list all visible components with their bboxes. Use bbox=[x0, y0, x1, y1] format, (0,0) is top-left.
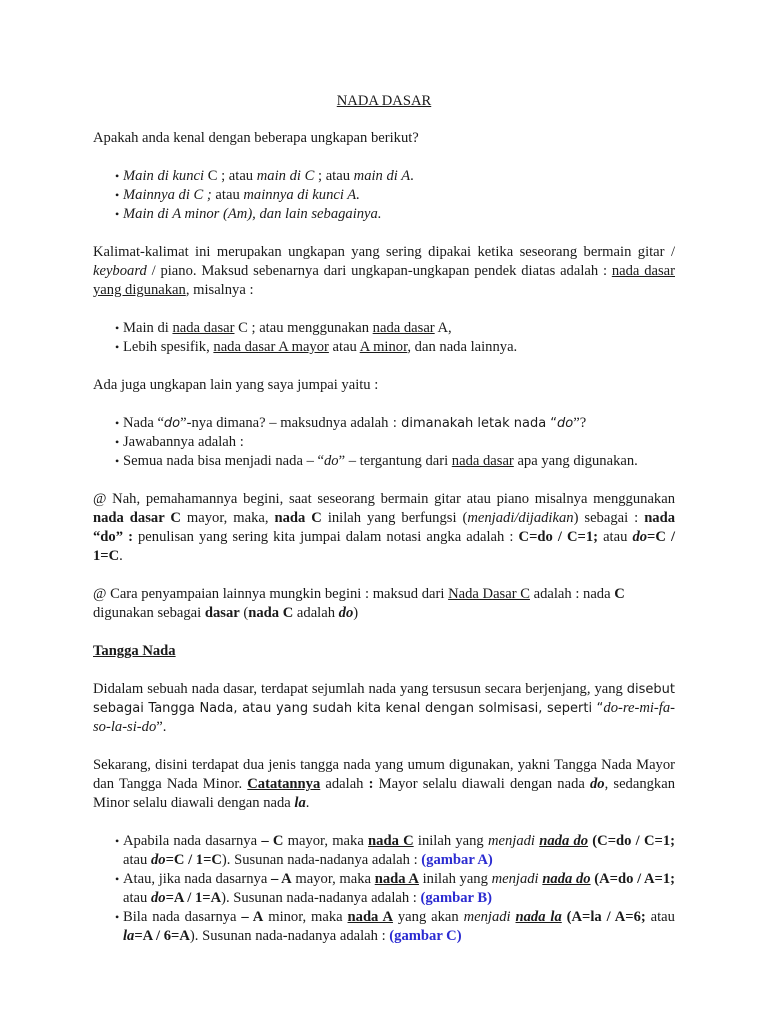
text-span: inilah yang bbox=[413, 833, 488, 849]
phrase-list bbox=[93, 167, 675, 224]
text-span: atau bbox=[123, 890, 151, 906]
text-span: C=do / C=1; bbox=[597, 833, 675, 849]
text-span: Kalimat-kalimat ini merupakan ungkapan yang sering dipakai ketika seseorang bermain gitar / bbox=[93, 244, 675, 260]
text-span: nada dasar bbox=[172, 320, 235, 336]
text-span: Mayor selalu diawali dengan nada bbox=[373, 776, 590, 792]
text-span: nada C bbox=[248, 605, 294, 621]
text-span: Catatannya bbox=[247, 776, 321, 792]
list-item bbox=[93, 167, 675, 186]
text-span: disebut sebagai Tangga Nada, atau yang sudah kita kenal dengan solmisasi, seperti “ bbox=[93, 682, 675, 716]
example-list bbox=[93, 319, 675, 357]
text-span: nada la bbox=[515, 909, 562, 925]
text-span: adalah : nada bbox=[529, 586, 615, 602]
text-span: Sekarang, disini terdapat dua jenis tangga nada yang umum digunakan, yakni Tangga Nada Mayor dan Tangga Nada Minor. bbox=[93, 757, 675, 792]
scale-types-paragraph bbox=[93, 756, 675, 813]
text-span: menjadi bbox=[491, 871, 539, 887]
text-span: atau bbox=[598, 529, 633, 545]
text-span: (gambar B) bbox=[420, 890, 492, 906]
text-span: ). Susunan nada-nadanya adalah : bbox=[189, 928, 390, 944]
text-span: menjadi bbox=[487, 833, 535, 849]
text-span: nada C bbox=[368, 833, 414, 849]
text-span: ). Susunan nada-nadanya adalah : bbox=[221, 890, 421, 906]
text-span: digunakan sebagai bbox=[93, 605, 205, 621]
text-span: A minor bbox=[359, 339, 408, 355]
text-span: yang akan bbox=[392, 909, 464, 925]
text-span: ) bbox=[353, 605, 359, 621]
text-span: do bbox=[590, 776, 605, 792]
text-span: – C bbox=[261, 833, 284, 849]
text-span: adalah bbox=[293, 605, 339, 621]
text-span: nada C bbox=[274, 510, 322, 526]
text-span: Semua nada bisa menjadi nada – “ bbox=[123, 453, 324, 469]
text-span: , misalnya : bbox=[185, 282, 254, 298]
text-span: atau bbox=[328, 339, 360, 355]
text-span: apa yang digunakan. bbox=[513, 453, 638, 469]
text-span: : dimanakah letak nada “ bbox=[388, 416, 558, 431]
text-span: Main di A minor (Am), dan lain sebagainya. bbox=[123, 206, 382, 222]
text-span: – A bbox=[241, 909, 264, 925]
text-span: ) sebagai : bbox=[573, 510, 645, 526]
text-span: =A / 6=A bbox=[134, 928, 190, 944]
text-span: adalah bbox=[320, 776, 369, 792]
list-item bbox=[93, 319, 675, 338]
text-span: ). Susunan nada-nadanya adalah : bbox=[221, 852, 422, 868]
text-span: nada dasar C bbox=[93, 510, 181, 526]
text-span: do bbox=[632, 529, 648, 545]
text-span: Jawabannya adalah : bbox=[123, 434, 244, 450]
text-span: A=do / A=1; bbox=[599, 871, 676, 887]
text-span: C ; atau menggunakan bbox=[234, 320, 373, 336]
scale-paragraph bbox=[93, 680, 675, 737]
text-span: nada do bbox=[539, 833, 589, 849]
text-span: C bbox=[614, 586, 625, 602]
section-heading: Tangga Nada bbox=[93, 643, 176, 659]
list-item bbox=[93, 186, 675, 205]
text-span: ”? bbox=[573, 415, 587, 431]
document-page bbox=[93, 92, 675, 965]
text-span: menjadi bbox=[463, 909, 511, 925]
text-span: do bbox=[163, 416, 181, 431]
list-item bbox=[93, 908, 675, 946]
list-item bbox=[93, 338, 675, 357]
list-item bbox=[93, 832, 675, 870]
text-span: la bbox=[123, 928, 135, 944]
text-span: atau bbox=[645, 909, 675, 925]
text-span: main di C bbox=[256, 168, 315, 184]
list-item bbox=[93, 414, 675, 433]
text-span: A, bbox=[434, 320, 452, 336]
text-span: minor, maka bbox=[263, 909, 348, 925]
text-span: Nada Dasar C bbox=[448, 586, 530, 602]
text-span: @ Cara penyampaian lainnya mungkin begini : maksud dari bbox=[93, 586, 449, 602]
text-span: – A bbox=[271, 871, 292, 887]
text-span: mainnya di kunci A. bbox=[243, 187, 360, 203]
other-phrases-paragraph: Ada juga ungkapan lain yang saya jumpai yaitu : bbox=[93, 377, 379, 393]
text-span: mayor, maka, bbox=[180, 510, 275, 526]
text-span: atau bbox=[123, 852, 151, 868]
text-span: nada dasar yang digunakan bbox=[93, 263, 675, 298]
text-span: Didalam sebuah nada dasar, terdapat sejumlah nada yang tersusun secara berjenjang, yang bbox=[93, 681, 627, 697]
text-span: ( bbox=[590, 871, 600, 887]
text-span: Mainnya di C ; bbox=[123, 187, 212, 203]
list-item bbox=[93, 452, 675, 471]
text-span: , dan nada lainnya. bbox=[407, 339, 518, 355]
document-title: NADA DASAR bbox=[336, 93, 432, 109]
list-item bbox=[93, 433, 675, 452]
text-span: ( bbox=[561, 909, 572, 925]
text-span: : bbox=[368, 776, 374, 792]
text-span: (gambar A) bbox=[421, 852, 493, 868]
text-span: nada A bbox=[374, 871, 419, 887]
text-span: penulisan yang sering kita jumpai dalam notasi angka adalah : bbox=[132, 529, 519, 545]
text-span: nada do bbox=[542, 871, 591, 887]
text-span: Main di kunci bbox=[123, 168, 205, 184]
text-span: keyboard bbox=[93, 263, 147, 279]
text-span: nada A bbox=[347, 909, 393, 925]
text-span: do-re-mi-fa-so-la-si-do bbox=[93, 700, 675, 735]
text-span: =A / 1=A bbox=[165, 890, 222, 906]
text-span: ( bbox=[588, 833, 598, 849]
text-span: nada dasar bbox=[451, 453, 514, 469]
text-span: , sedangkan Minor selalu diawali dengan nada bbox=[93, 776, 675, 811]
scale-example-list bbox=[93, 832, 675, 946]
text-span: do bbox=[150, 852, 166, 868]
text-span: C=do / C=1; bbox=[518, 529, 598, 545]
text-span: inilah yang berfungsi ( bbox=[321, 510, 468, 526]
text-span: ” – tergantung dari bbox=[338, 453, 452, 469]
text-span: do bbox=[557, 416, 574, 431]
text-span: ”. bbox=[156, 719, 167, 735]
explanation-paragraph bbox=[93, 243, 675, 300]
text-span: ”-nya dimana? – maksudnya adalah bbox=[180, 415, 389, 431]
text-span: @ Nah, pemahamannya begini, saat seseorang bermain gitar atau piano misalnya menggunakan bbox=[93, 491, 675, 507]
text-span: do bbox=[324, 453, 339, 469]
text-span: Nada “ bbox=[123, 415, 164, 431]
text-span: inilah yang bbox=[418, 871, 492, 887]
text-span: nada dasar A mayor bbox=[213, 339, 329, 355]
question-list bbox=[93, 414, 675, 471]
text-span: Atau, jika nada dasarnya bbox=[123, 871, 272, 887]
text-span: . bbox=[410, 168, 414, 184]
text-span: =C / 1=C bbox=[93, 529, 676, 564]
text-span: menjadi/dijadikan bbox=[467, 510, 574, 526]
text-span: ( bbox=[239, 605, 249, 621]
text-span: . bbox=[305, 795, 310, 811]
text-span: A=la / A=6; bbox=[571, 909, 646, 925]
list-item bbox=[93, 870, 675, 908]
text-span: atau bbox=[211, 187, 244, 203]
text-span: la bbox=[294, 795, 306, 811]
text-span: mayor, maka bbox=[283, 833, 369, 849]
text-span: Lebih spesifik, bbox=[123, 339, 214, 355]
text-span: C ; atau bbox=[204, 168, 257, 184]
text-span: do bbox=[338, 605, 354, 621]
text-span: . bbox=[119, 548, 123, 564]
text-span: / piano. Maksud sebenarnya dari ungkapan-ungkapan pendek diatas adalah : bbox=[146, 263, 612, 279]
intro-paragraph: Apakah anda kenal dengan beberapa ungkapan berikut? bbox=[93, 130, 419, 146]
text-span: mayor, maka bbox=[291, 871, 375, 887]
text-span: (gambar C) bbox=[389, 928, 462, 944]
text-span: nada dasar bbox=[372, 320, 435, 336]
text-span: =C / 1=C bbox=[165, 852, 222, 868]
text-span: dasar bbox=[204, 605, 240, 621]
understanding-paragraph bbox=[93, 490, 675, 566]
text-span: nada “do” : bbox=[93, 510, 676, 545]
list-item bbox=[93, 205, 675, 224]
text-span: ; atau bbox=[314, 168, 354, 184]
text-span: Main di bbox=[123, 320, 173, 336]
text-span: Apabila nada dasarnya bbox=[123, 833, 262, 849]
text-span: do bbox=[150, 890, 166, 906]
text-span: main di A bbox=[353, 168, 411, 184]
text-span: Bila nada dasarnya bbox=[123, 909, 242, 925]
alternative-paragraph bbox=[93, 585, 675, 623]
